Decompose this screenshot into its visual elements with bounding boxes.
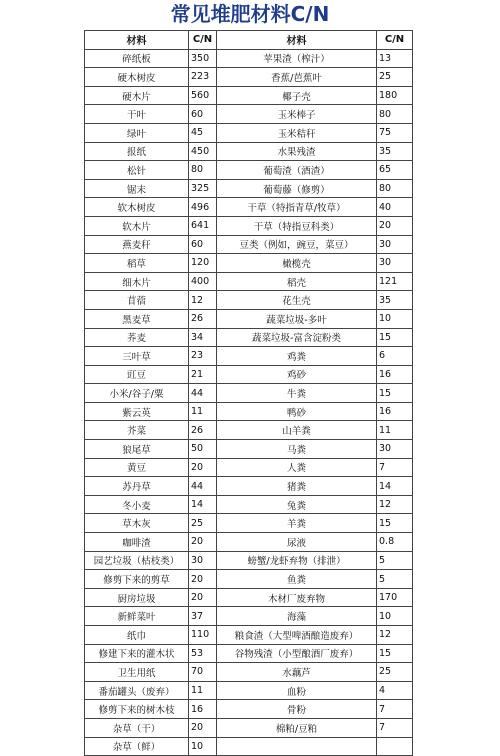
table-row bbox=[85, 495, 413, 514]
cell-cn-right: 15 bbox=[377, 384, 413, 403]
cell-material-right: 豆类（例如，豌豆，菜豆） bbox=[217, 235, 377, 254]
table-row bbox=[85, 216, 413, 235]
document-title: 常见堆肥材料C/N bbox=[170, 2, 330, 26]
cell-material-right: 蔬菜垃圾-富含淀粉类 bbox=[217, 328, 377, 347]
cell-material-right: 人粪 bbox=[217, 458, 377, 477]
table-row bbox=[85, 347, 413, 366]
cell-cn-left: 45 bbox=[189, 123, 217, 142]
table-row bbox=[85, 533, 413, 552]
table-row bbox=[85, 718, 413, 737]
cell-material-right: 棉粕/豆粕 bbox=[217, 718, 377, 737]
cell-cn-right: 5 bbox=[377, 551, 413, 570]
cell-material-right: 马粪 bbox=[217, 440, 377, 459]
cell-cn-left: 26 bbox=[189, 309, 217, 328]
table-row bbox=[85, 644, 413, 663]
cell-material-right: 兔粪 bbox=[217, 495, 377, 514]
table-row bbox=[85, 142, 413, 161]
cell-material-right: 花生壳 bbox=[217, 291, 377, 310]
cell-cn-left: 450 bbox=[189, 142, 217, 161]
table-row bbox=[85, 737, 413, 756]
cell-cn-right: 4 bbox=[377, 681, 413, 700]
cell-cn-left: 50 bbox=[189, 440, 217, 459]
cell-cn-left: 20 bbox=[189, 718, 217, 737]
cell-cn-left: 34 bbox=[189, 328, 217, 347]
cell-material-right: 血粉 bbox=[217, 681, 377, 700]
cell-material-left: 软木树皮 bbox=[85, 198, 189, 217]
cell-material-right: 螃蟹/龙虾弃物（排泄） bbox=[217, 551, 377, 570]
table-body bbox=[85, 49, 413, 756]
cell-cn-left: 70 bbox=[189, 663, 217, 682]
cell-cn-right: 13 bbox=[377, 49, 413, 68]
cell-cn-left: 44 bbox=[189, 477, 217, 496]
table-row bbox=[85, 421, 413, 440]
cell-cn-right: 30 bbox=[377, 440, 413, 459]
cell-material-left: 冬小麦 bbox=[85, 495, 189, 514]
table-row bbox=[85, 365, 413, 384]
cell-material-left: 番茄罐头（废弃） bbox=[85, 681, 189, 700]
cell-cn-left: 400 bbox=[189, 272, 217, 291]
table-row bbox=[85, 384, 413, 403]
table-row bbox=[85, 570, 413, 589]
cell-cn-left: 350 bbox=[189, 49, 217, 68]
cell-material-left: 稻草 bbox=[85, 254, 189, 273]
cell-cn-left: 26 bbox=[189, 421, 217, 440]
cell-material-right: 鱼粪 bbox=[217, 570, 377, 589]
table-row bbox=[85, 49, 413, 68]
cell-material-left: 小米/谷子/粟 bbox=[85, 384, 189, 403]
table-row bbox=[85, 402, 413, 421]
cell-cn-left: 23 bbox=[189, 347, 217, 366]
cell-cn-right: 10 bbox=[377, 309, 413, 328]
table-row bbox=[85, 328, 413, 347]
cell-cn-left: 560 bbox=[189, 86, 217, 105]
cell-cn-right: 30 bbox=[377, 254, 413, 273]
cell-cn-right: 121 bbox=[377, 272, 413, 291]
cell-material-left: 豇豆 bbox=[85, 365, 189, 384]
cell-material-left: 厨房垃圾 bbox=[85, 588, 189, 607]
cell-material-right: 骨粉 bbox=[217, 700, 377, 719]
cell-cn-right: 5 bbox=[377, 570, 413, 589]
cell-cn-left: 223 bbox=[189, 68, 217, 87]
cell-cn-right: 80 bbox=[377, 105, 413, 124]
cell-material-left: 芥菜 bbox=[85, 421, 189, 440]
cell-cn-left: 21 bbox=[189, 365, 217, 384]
cell-material-left: 细木片 bbox=[85, 272, 189, 291]
table-row bbox=[85, 179, 413, 198]
cell-material-left: 修建下来的灌木状 bbox=[85, 644, 189, 663]
cell-cn-left: 641 bbox=[189, 216, 217, 235]
cell-cn-right: 15 bbox=[377, 328, 413, 347]
cell-cn-right: 35 bbox=[377, 142, 413, 161]
cell-cn-right: 30 bbox=[377, 235, 413, 254]
cell-cn-right: 40 bbox=[377, 198, 413, 217]
table-row bbox=[85, 477, 413, 496]
cell-cn-right: 7 bbox=[377, 718, 413, 737]
cell-material-left: 报纸 bbox=[85, 142, 189, 161]
cell-cn-right: 16 bbox=[377, 365, 413, 384]
cell-material-left: 绿叶 bbox=[85, 123, 189, 142]
table-row bbox=[85, 607, 413, 626]
cell-material-left: 干叶 bbox=[85, 105, 189, 124]
cell-material-left: 硬木树皮 bbox=[85, 68, 189, 87]
table-row bbox=[85, 440, 413, 459]
table-row bbox=[85, 681, 413, 700]
cell-material-left: 软木片 bbox=[85, 216, 189, 235]
cell-material-right: 木材厂废弃物 bbox=[217, 588, 377, 607]
cell-material-right: 葡萄渣（酒渣） bbox=[217, 161, 377, 180]
cell-material-right: 苹果渣（榨汁） bbox=[217, 49, 377, 68]
cell-cn-left: 325 bbox=[189, 179, 217, 198]
cell-material-right: 鸭砂 bbox=[217, 402, 377, 421]
table-row bbox=[85, 663, 413, 682]
table-row bbox=[85, 588, 413, 607]
cell-cn-left: 10 bbox=[189, 737, 217, 756]
cell-material-right: 海藻 bbox=[217, 607, 377, 626]
cell-material-right: 牛粪 bbox=[217, 384, 377, 403]
cell-material-right: 山羊粪 bbox=[217, 421, 377, 440]
cell-cn-left: 60 bbox=[189, 105, 217, 124]
cell-cn-left: 25 bbox=[189, 514, 217, 533]
cell-material-right: 蔬菜垃圾-多叶 bbox=[217, 309, 377, 328]
cell-material-right: 橄榄壳 bbox=[217, 254, 377, 273]
cell-cn-left: 30 bbox=[189, 551, 217, 570]
cell-cn-right: 25 bbox=[377, 68, 413, 87]
cell-cn-left: 20 bbox=[189, 570, 217, 589]
cell-cn-right: 170 bbox=[377, 588, 413, 607]
cell-material-left: 草木灰 bbox=[85, 514, 189, 533]
cell-material-left: 卫生用纸 bbox=[85, 663, 189, 682]
cell-cn-right: 12 bbox=[377, 495, 413, 514]
table-row bbox=[85, 68, 413, 87]
cell-material-right bbox=[217, 737, 377, 756]
cell-cn-right: 75 bbox=[377, 123, 413, 142]
cell-cn-right: 7 bbox=[377, 700, 413, 719]
cell-material-right: 粮食渣（大型啤酒酿造废弃） bbox=[217, 626, 377, 645]
cell-cn-left: 14 bbox=[189, 495, 217, 514]
cell-material-left: 杂草（鲜） bbox=[85, 737, 189, 756]
table-row bbox=[85, 551, 413, 570]
cell-material-left: 荞麦 bbox=[85, 328, 189, 347]
cell-cn-right: 65 bbox=[377, 161, 413, 180]
cell-cn-left: 110 bbox=[189, 626, 217, 645]
cell-material-left: 杂草（干） bbox=[85, 718, 189, 737]
table-row bbox=[85, 254, 413, 273]
cell-cn-right: 0.8 bbox=[377, 533, 413, 552]
table-row bbox=[85, 626, 413, 645]
table-row bbox=[85, 309, 413, 328]
cell-cn-right: 7 bbox=[377, 458, 413, 477]
cell-cn-left: 11 bbox=[189, 681, 217, 700]
cell-material-left: 硬木片 bbox=[85, 86, 189, 105]
cell-material-left: 修剪下来的剪草 bbox=[85, 570, 189, 589]
cell-material-left: 苜蓿 bbox=[85, 291, 189, 310]
table-row bbox=[85, 123, 413, 142]
table-row bbox=[85, 700, 413, 719]
cell-material-left: 燕麦秆 bbox=[85, 235, 189, 254]
table-row bbox=[85, 514, 413, 533]
table-row bbox=[85, 235, 413, 254]
cell-cn-right: 14 bbox=[377, 477, 413, 496]
cell-cn-right: 12 bbox=[377, 626, 413, 645]
header-material-right: 材料 bbox=[217, 31, 377, 50]
cell-material-left: 碎纸板 bbox=[85, 49, 189, 68]
cell-material-left: 紫云英 bbox=[85, 402, 189, 421]
table-row bbox=[85, 161, 413, 180]
cell-material-right: 椰子壳 bbox=[217, 86, 377, 105]
cell-cn-left: 16 bbox=[189, 700, 217, 719]
cell-material-right: 尿液 bbox=[217, 533, 377, 552]
cell-cn-left: 44 bbox=[189, 384, 217, 403]
cell-cn-right: 6 bbox=[377, 347, 413, 366]
table-row bbox=[85, 291, 413, 310]
cell-material-right: 羊粪 bbox=[217, 514, 377, 533]
cell-cn-right: 11 bbox=[377, 421, 413, 440]
cell-cn-right: 15 bbox=[377, 644, 413, 663]
table-row bbox=[85, 105, 413, 124]
cell-material-right: 干草（特指豆科类） bbox=[217, 216, 377, 235]
cell-material-left: 苏丹草 bbox=[85, 477, 189, 496]
cn-ratio-table bbox=[84, 30, 413, 756]
cell-material-left: 园艺垃圾（枯枝类） bbox=[85, 551, 189, 570]
cell-material-right: 水果残渣 bbox=[217, 142, 377, 161]
cell-cn-right: 15 bbox=[377, 514, 413, 533]
cell-material-right: 玉米棒子 bbox=[217, 105, 377, 124]
cell-cn-right: 10 bbox=[377, 607, 413, 626]
cell-cn-left: 80 bbox=[189, 161, 217, 180]
table-row bbox=[85, 458, 413, 477]
cell-material-right: 干草（特指青草/牧草） bbox=[217, 198, 377, 217]
cell-material-left: 三叶草 bbox=[85, 347, 189, 366]
cell-material-right: 葡萄藤（修剪） bbox=[217, 179, 377, 198]
cell-cn-right: 35 bbox=[377, 291, 413, 310]
table-row bbox=[85, 86, 413, 105]
cell-material-left: 松针 bbox=[85, 161, 189, 180]
cell-cn-left: 37 bbox=[189, 607, 217, 626]
cell-cn-left: 20 bbox=[189, 588, 217, 607]
table-row bbox=[85, 272, 413, 291]
cell-cn-right bbox=[377, 737, 413, 756]
cell-cn-left: 11 bbox=[189, 402, 217, 421]
cell-cn-right: 25 bbox=[377, 663, 413, 682]
cell-material-left: 修剪下来的树木枝 bbox=[85, 700, 189, 719]
table-row bbox=[85, 198, 413, 217]
cell-material-left: 锯末 bbox=[85, 179, 189, 198]
header-material-left: 材料 bbox=[85, 31, 189, 50]
cell-cn-left: 120 bbox=[189, 254, 217, 273]
cell-material-right: 玉米秸秆 bbox=[217, 123, 377, 142]
cell-cn-left: 20 bbox=[189, 533, 217, 552]
cell-material-right: 水藕芦 bbox=[217, 663, 377, 682]
cell-material-left: 纸巾 bbox=[85, 626, 189, 645]
cell-cn-left: 60 bbox=[189, 235, 217, 254]
header-cn-left: C/N bbox=[189, 31, 217, 50]
cell-cn-right: 80 bbox=[377, 179, 413, 198]
cell-cn-left: 12 bbox=[189, 291, 217, 310]
cell-material-right: 鸡砂 bbox=[217, 365, 377, 384]
cell-cn-left: 20 bbox=[189, 458, 217, 477]
cell-material-right: 香蕉/芭蕉叶 bbox=[217, 68, 377, 87]
table-header-row bbox=[85, 31, 413, 50]
cell-material-right: 谷物残渣（小型酿酒厂废弃） bbox=[217, 644, 377, 663]
cell-material-right: 稻壳 bbox=[217, 272, 377, 291]
cell-cn-left: 496 bbox=[189, 198, 217, 217]
cell-material-left: 咖啡渣 bbox=[85, 533, 189, 552]
cell-material-left: 狼尾草 bbox=[85, 440, 189, 459]
cell-material-left: 新鲜菜叶 bbox=[85, 607, 189, 626]
cell-cn-right: 16 bbox=[377, 402, 413, 421]
cell-material-right: 猪粪 bbox=[217, 477, 377, 496]
cell-material-right: 鸡粪 bbox=[217, 347, 377, 366]
cell-material-left: 黄豆 bbox=[85, 458, 189, 477]
cell-cn-right: 180 bbox=[377, 86, 413, 105]
cell-cn-right: 20 bbox=[377, 216, 413, 235]
header-cn-right: C/N bbox=[377, 31, 413, 50]
cell-material-left: 黑麦草 bbox=[85, 309, 189, 328]
cell-cn-left: 53 bbox=[189, 644, 217, 663]
